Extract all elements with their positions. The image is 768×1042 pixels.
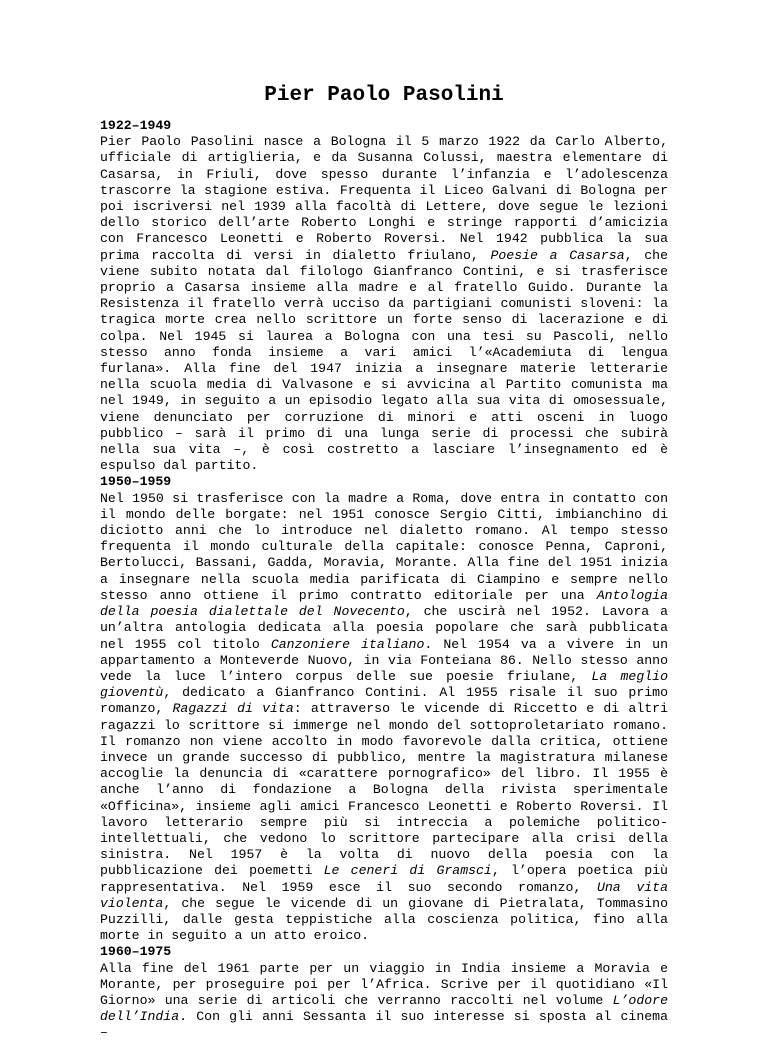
text-run: Nel 1950 si trasferisce con la madre a Roma, dove entra in contatto con il mondo delle borgate: nel 1951 conosce Sergio Citti, imbianchino di diciotto anni che lo introduce nel dialetto romano. Al tempo stesso frequenta il mondo culturale della capitale: conosce Penna, Caproni, Bertolucci, Bassani, Gadda, Moravia, Morante. Alla fine del 1951 inizia a insegnare nella scuola media parificata di Ciampino e sempre nello stesso anno ottiene il primo contratto editoriale per una: [100, 490, 668, 603]
section-text-1960-1975: [100, 961, 668, 1042]
text-run: . Con gli anni Sessanta il suo interesse si sposta al cinema –: [100, 1009, 668, 1041]
text-run: , dedicato a Gianfranco Contini. Al 1955 risale il suo primo romanzo,: [100, 685, 668, 717]
text-run: Alla fine del 1961 parte per un viaggio in India insieme a Moravia e Morante, per proseguire poi per l’Africa. Scrive per il quotidiano «Il Giorno» una serie di articoli che verranno raccolti nel volume: [100, 960, 668, 1008]
text-run: , che uscirà nel 1952. Lavora a un’altra antologia dedicata alla poesia popolare che sarà pubblicata nel 1955 col titolo: [100, 604, 669, 652]
section-text-1950-1959: [100, 491, 668, 945]
work-title: Poesie a Casarsa: [490, 247, 625, 263]
work-title: L’odore dell’India: [100, 992, 668, 1025]
section-text-1922-1949: [100, 134, 668, 474]
work-title: Una vita violenta: [100, 879, 668, 911]
text-run: . Nel 1954 va a vivere in un appartamento a Monteverde Nuovo, in via Fonteiana 86. Nello stesso anno vede la luce l’intero corpus delle sue poesie friulane,: [100, 636, 668, 684]
work-title: Le ceneri di Gramsci: [323, 863, 492, 879]
text-run: , l’opera poetica più rappresentativa. Nel 1959 esce il suo secondo romanzo,: [100, 863, 668, 895]
document-title: Pier Paolo Pasolini: [264, 84, 504, 107]
work-title: Ragazzi di vita: [172, 701, 294, 717]
text-run: , che viene subito notata dal filologo Gianfranco Contini, e si trasferisce proprio a Casarsa insieme alla madre e al fratello Guido. Durante la Resistenza il fratello verrà ucciso da partigiani comunisti sloveni: la tragica morte crea nello scrittore un forte senso di lacerazione e di colpa. Nel 1945 si laurea a Bologna con una tesi su Pascoli, nello stesso anno fonda insieme a vari amici l’«Academiuta di lengua furlana». Alla fine del 1947 inizia a insegnare materie letterarie nella scuola media di Valvasone e si avvicina al Partito comunista ma nel 1949, in seguito a un episodio legato alla sua vita di omosessuale, viene denunciato per corruzione di minori e atti osceni in luogo pubblico – sarà il primo di una lunga serie di processi che subirà nella sua vita –, è così costretto a lasciare l’insegnamento ed è espulso dal partito.: [100, 247, 668, 474]
work-title: Canzoniere italiano: [270, 636, 425, 652]
document-body: [100, 118, 668, 1042]
text-run: : attraverso le vicende di Riccetto e di altri ragazzi lo scrittore si immerge nel mondo del sottoproletariato romano. Il romanzo non viene accolto in modo favorevole dalla critica, ottiene invece un grande successo di pubblico, mentre la magistratura milanese accoglie la denuncia di «carattere pornografico» del libro. Il 1955 è anche l’anno di fondazione a Bologna della rivista sperimentale «Officina», insieme agli amici Francesco Leonetti e Roberto Roversi. Il lavoro letterario sempre più si intreccia a polemiche politico-intellettuali, che vedono lo scrittore partecipare alla crisi della sinistra. Nel 1957 è la volta di nuovo della poesia con la pubblicazione dei poemetti: [100, 701, 668, 879]
section-year-1950-1959: 1950–1959: [100, 474, 172, 490]
work-title: Antologia della poesia dialettale del Novecento: [100, 587, 668, 620]
text-run: , che segue le vicende di un giovane di Pietralata, Tommasino Puzzilli, dalle gesta teppistiche alla coscienza politica, fino alla morte in seguito a un atto eroico.: [100, 895, 668, 944]
section-year-1922-1949: 1922–1949: [100, 118, 172, 133]
work-title: La meglio gioventù: [100, 668, 668, 701]
section-year-1960-1975: 1960–1975: [100, 944, 172, 960]
text-run: Pier Paolo Pasolini nasce a Bologna il 5 marzo 1922 da Carlo Alberto, ufficiale di artiglieria, e da Susanna Colussi, maestra elementare di Casarsa, in Friuli, dove spesso durante l’infanzia e l’adolescenza trascorre la stagione estiva. Frequenta il Liceo Galvani di Bologna per poi iscriversi nel 1939 alla facoltà di Lettere, dove segue le lezioni dello storico dell’arte Roberto Longhi e stringe rapporti d’amicizia con Francesco Leonetti e Roberto Roversi. Nel 1942 pubblica la sua prima raccolta di versi in dialetto friulano,: [100, 134, 668, 263]
